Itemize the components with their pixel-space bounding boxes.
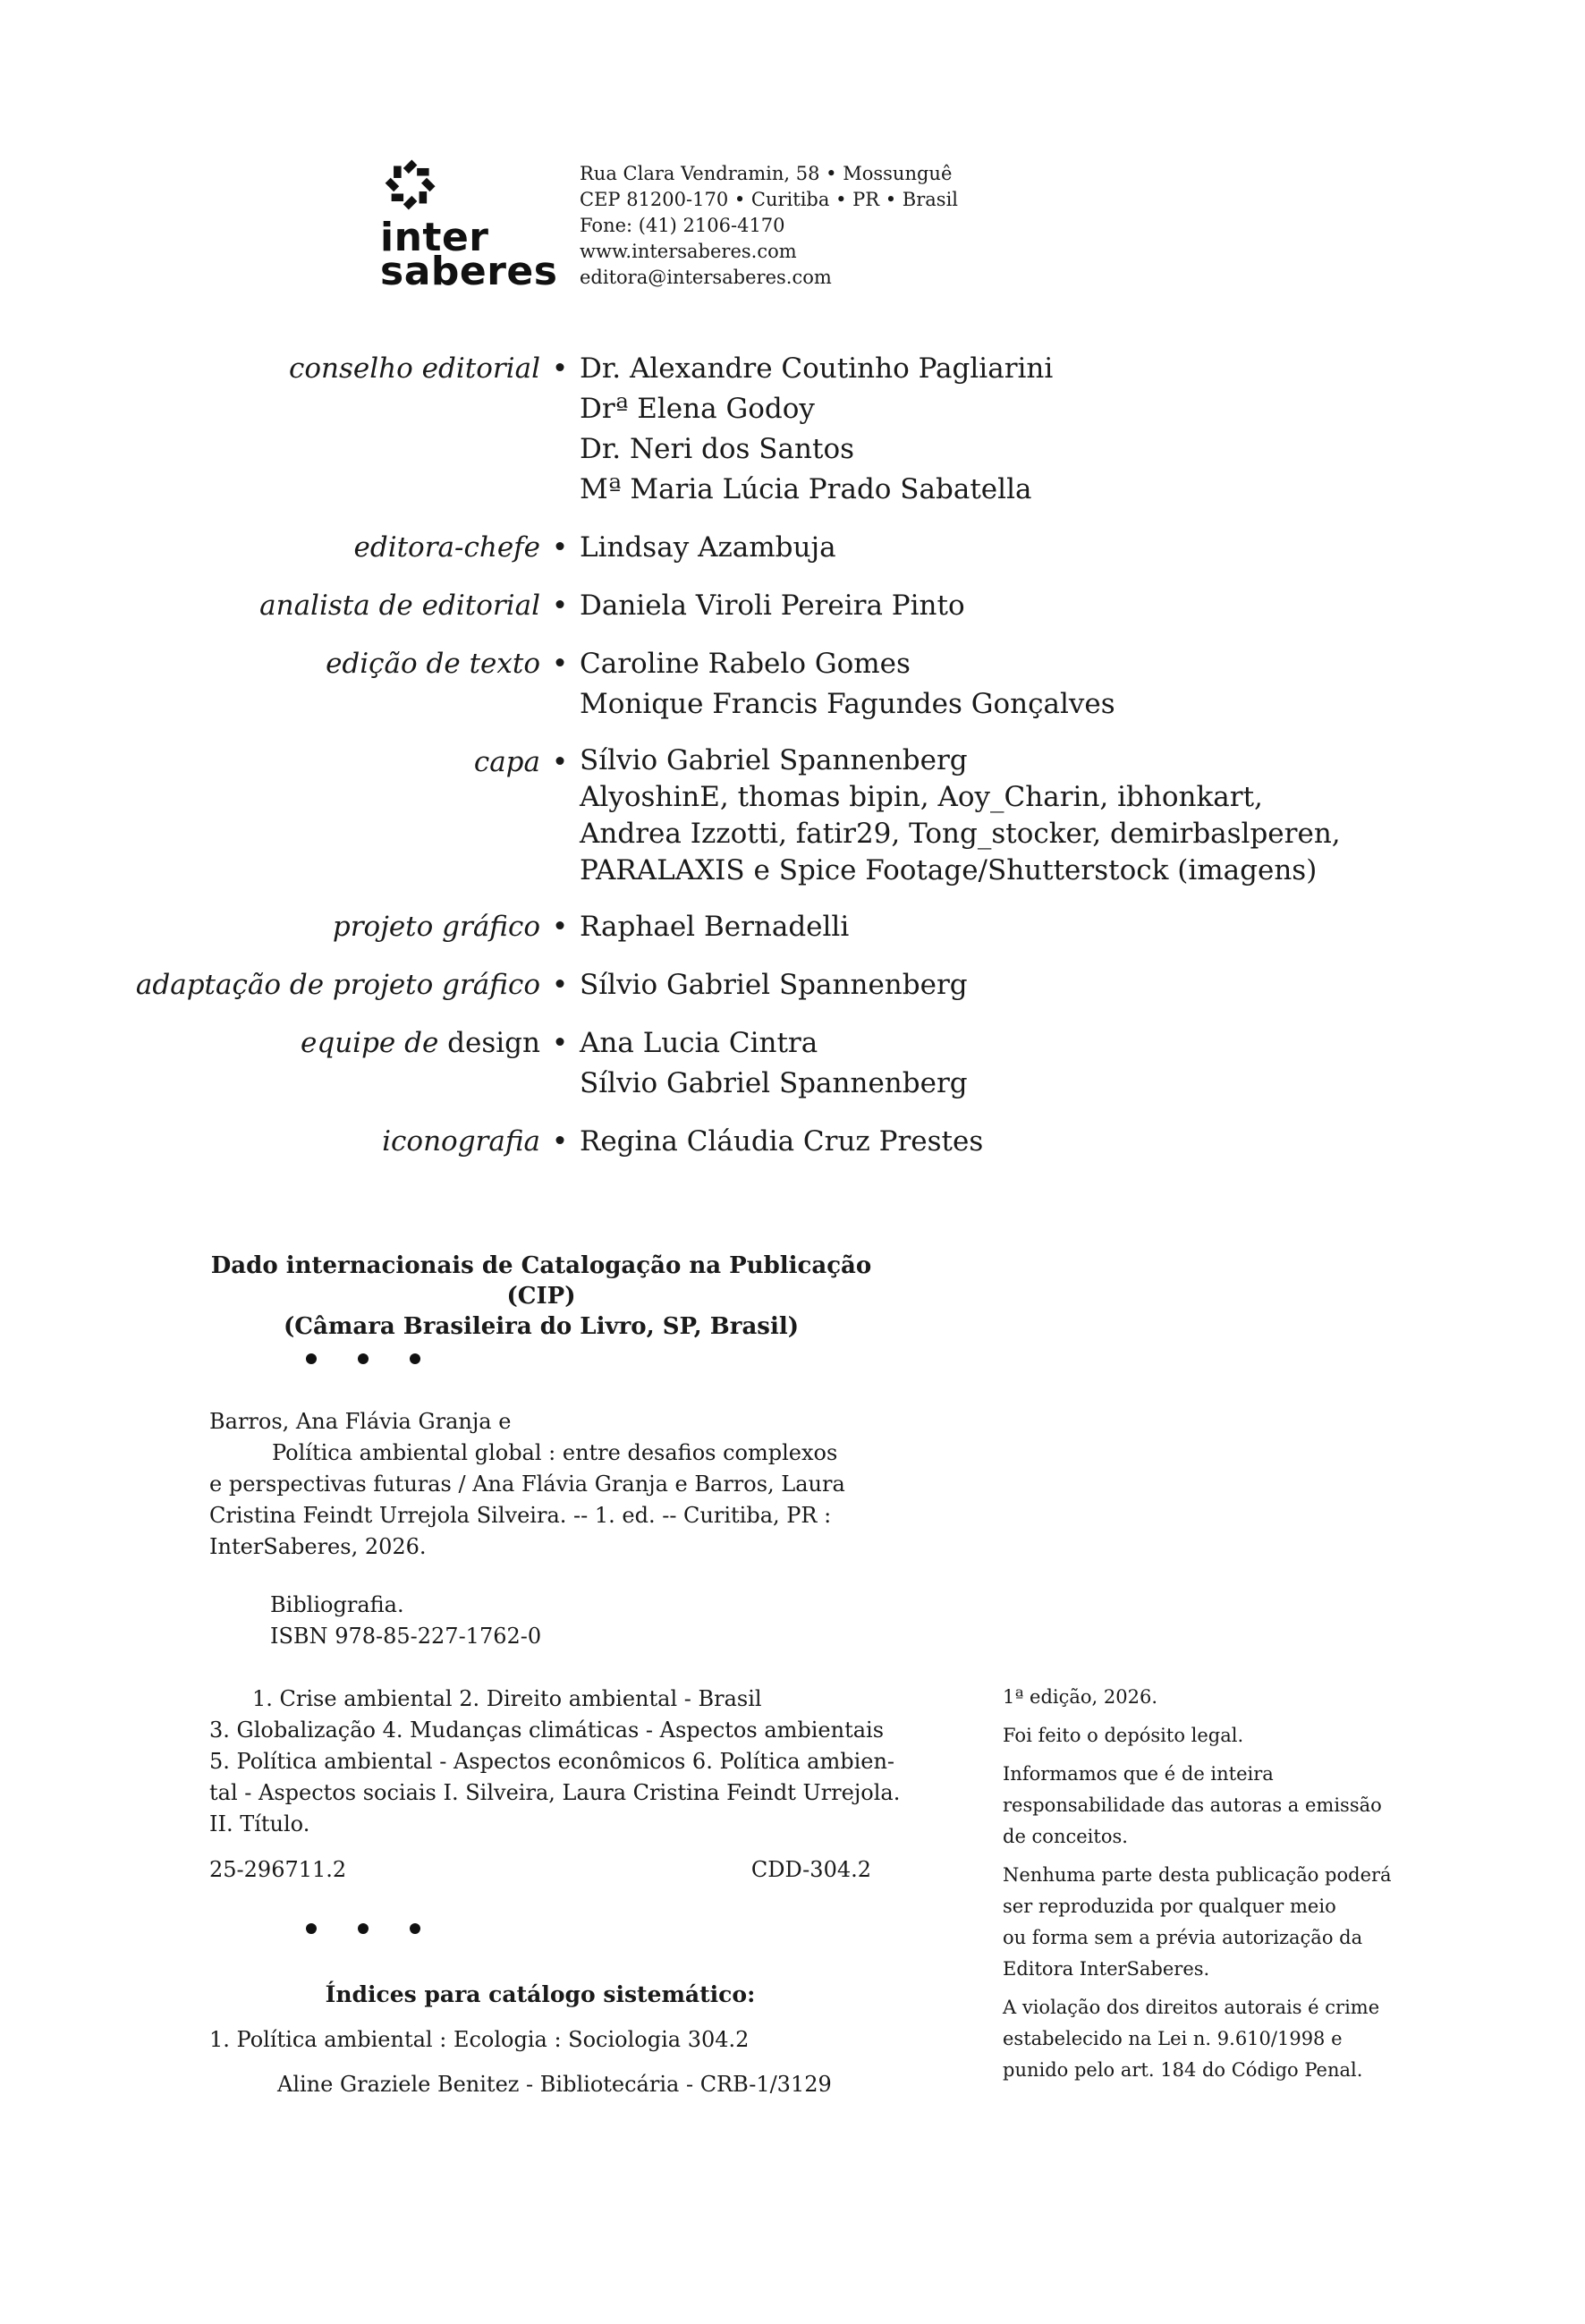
catalog-subject-line: 5. Política ambiental - Aspectos econômicos 6. Política ambien- [209,1749,895,1774]
bullet-separator: • [551,352,569,385]
editorial-credits [0,349,1585,1180]
note-line: A violação dos direitos autorais é crime [1003,1997,1380,2018]
credit-name: Ana Lucia Cintra [580,1027,818,1059]
bullet-separator: • [551,589,569,622]
bullet-separator: • [551,531,569,564]
credit-role: conselho editorial [289,352,540,385]
credit-role: edição de texto [326,648,540,680]
credit-edicao-texto [0,644,1585,725]
credit-adaptacao-projeto [0,965,1585,1005]
note-line: estabelecido na Lei n. 9.610/1998 e [1003,2028,1343,2049]
address-email: editora@intersaberes.com [580,267,832,288]
note-line: ser reproduzida por qualquer meio [1003,1896,1336,1917]
credit-name: Lindsay Azambuja [580,531,836,564]
credit-names [580,1023,968,1104]
note-line: ou forma sem a prévia autorização da [1003,1927,1363,1948]
credit-role: projeto gráfico [332,911,540,943]
credit-names [580,586,965,626]
bullet-separator: • [551,1027,569,1059]
bullet-separator: • [551,1125,569,1158]
ornament-dots [306,1923,420,1934]
catalog-codes [209,1854,871,1886]
credit-names [580,1122,983,1162]
credit-role: analista de editorial [259,589,540,622]
note-reproduction [1003,1860,1392,1985]
dot-icon [358,1353,369,1364]
catalog-subjects [209,1684,901,1840]
dot-icon [358,1923,369,1934]
bullet-separator: • [551,911,569,943]
credit-role: editora-chefe [353,531,540,564]
cip-title-line: (Câmara Brasileira do Livro, SP, Brasil) [284,1313,799,1340]
credit-name: Raphael Bernadelli [580,911,850,943]
note-line: punido pelo art. 184 do Código Penal. [1003,2059,1363,2081]
credit-name: Monique Francis Fagundes Gonçalves [580,688,1115,720]
catalog-bibliography [270,1590,541,1652]
credit-name: PARALAXIS e Spice Footage/Shutterstock (imagens) [580,854,1318,886]
credit-name: Sílvio Gabriel Spannenberg [580,969,968,1001]
credit-analista-editorial [0,586,1585,626]
credit-role-upright: design [447,1027,540,1059]
catalog-entry-line: InterSaberes, 2026. [209,1534,427,1559]
credit-role: capa [473,746,540,778]
address-line: CEP 81200-170 • Curitiba • PR • Brasil [580,189,959,210]
credit-role [0,1023,540,1104]
catalog-subject-line: 1. Crise ambiental 2. Direito ambiental - Brasil [252,1686,762,1711]
credit-role: iconografia [382,1125,540,1158]
credit-name: Daniela Viroli Pereira Pinto [580,589,965,622]
note-line: Foi feito o depósito legal. [1003,1725,1244,1746]
credit-name: Andrea Izzotti, fatir29, Tong_stocker, demirbaslperen, [580,818,1341,850]
ornament-dots [306,1353,420,1364]
catalog-author: Barros, Ana Flávia Granja e [209,1409,512,1434]
note-responsibility [1003,1759,1382,1853]
index-heading: Índices para catálogo sistemático: [325,1981,756,2007]
catalog-isbn: ISBN 978-85-227-1762-0 [270,1624,542,1649]
credit-names [580,907,849,947]
dot-icon [306,1923,317,1934]
address-phone: Fone: (41) 2106-4170 [580,215,785,236]
note-line: responsabilidade das autoras a emissão [1003,1794,1382,1816]
credit-names [580,528,836,568]
note-edition [1003,1682,1378,1713]
credit-name: Mª Maria Lúcia Prado Sabatella [580,473,1032,505]
credit-editora-chefe [0,528,1585,568]
credit-name: Dr. Neri dos Santos [580,433,855,465]
credit-iconografia [0,1122,1585,1162]
cip-title-line: Dado internacionais de Catalogação na Publicação (CIP) [210,1252,872,1310]
credit-projeto-grafico [0,907,1585,947]
catalog-entry-line: e perspectivas futuras / Ana Flávia Granja e Barros, Laura [209,1472,845,1497]
address-website: www.intersaberes.com [580,241,797,262]
credit-name: Sílvio Gabriel Spannenberg [580,1067,968,1099]
credit-name: AlyoshinE, thomas bipin, Aoy_Charin, ibhonkart, [580,781,1263,813]
credit-name: Drª Elena Godoy [580,393,815,425]
legal-notes [1003,1682,1392,2093]
cip-heading [206,1251,877,1342]
credit-conselho-editorial [0,349,1585,510]
dot-icon [410,1923,420,1934]
note-legal-deposit [1003,1720,1378,1751]
dot-icon [410,1353,420,1364]
note-line: 1ª edição, 2026. [1003,1686,1157,1708]
bullet-separator: • [551,648,569,680]
credit-names [580,644,1115,725]
catalog-subject-line: II. Título. [209,1811,310,1836]
note-line: de conceitos. [1003,1826,1128,1847]
credit-role: adaptação de projeto gráfico [135,969,540,1001]
note-line: Editora InterSaberes. [1003,1958,1210,1980]
catalog-cdd: CDD-304.2 [750,1857,871,1882]
address-line: Rua Clara Vendramin, 58 • Mossunguê [580,163,953,184]
catalog-entry [209,1406,853,1563]
catalog-entry-line: Política ambiental global : entre desafios complexos [272,1440,838,1465]
credit-names [580,742,1341,889]
catalog-subject-line: tal - Aspectos sociais I. Silveira, Laura Cristina Feindt Urrejola. [209,1780,901,1805]
note-line: Nenhuma parte desta publicação poderá [1003,1864,1392,1886]
credit-equipe-design [0,1023,1585,1104]
catalog-entry-line: Cristina Feindt Urrejola Silveira. -- 1. ed. -- Curitiba, PR : [209,1503,832,1528]
librarian-credit: Aline Graziele Benitez - Bibliotecária - CRB-1/3129 [277,2072,832,2097]
catalog-bibliography-label: Bibliografia. [270,1592,404,1617]
bullet-separator: • [551,969,569,1001]
credit-names [580,349,1053,510]
dot-icon [306,1353,317,1364]
bullet-separator: • [551,746,569,778]
note-line: Informamos que é de inteira [1003,1763,1274,1785]
credit-name: Sílvio Gabriel Spannenberg [580,744,968,776]
credit-capa [0,742,1585,889]
credit-name: Dr. Alexandre Coutinho Pagliarini [580,352,1054,385]
credit-role-italic: equipe de [301,1027,439,1059]
publisher-address [580,161,958,291]
credit-name: Caroline Rabelo Gomes [580,648,911,680]
credit-name: Regina Cláudia Cruz Prestes [580,1125,984,1158]
catalog-control-number: 25-296711.2 [209,1857,347,1882]
logo-text-saberes: saberes [380,249,558,294]
logo-text-inter: inter [380,215,489,260]
note-copyright-law [1003,1992,1378,2086]
catalog-subject-line: 3. Globalização 4. Mudanças climáticas - Aspectos ambientais [209,1718,885,1743]
index-item: 1. Política ambiental : Ecologia : Sociologia 304.2 [209,2027,750,2052]
credit-names [580,965,968,1005]
